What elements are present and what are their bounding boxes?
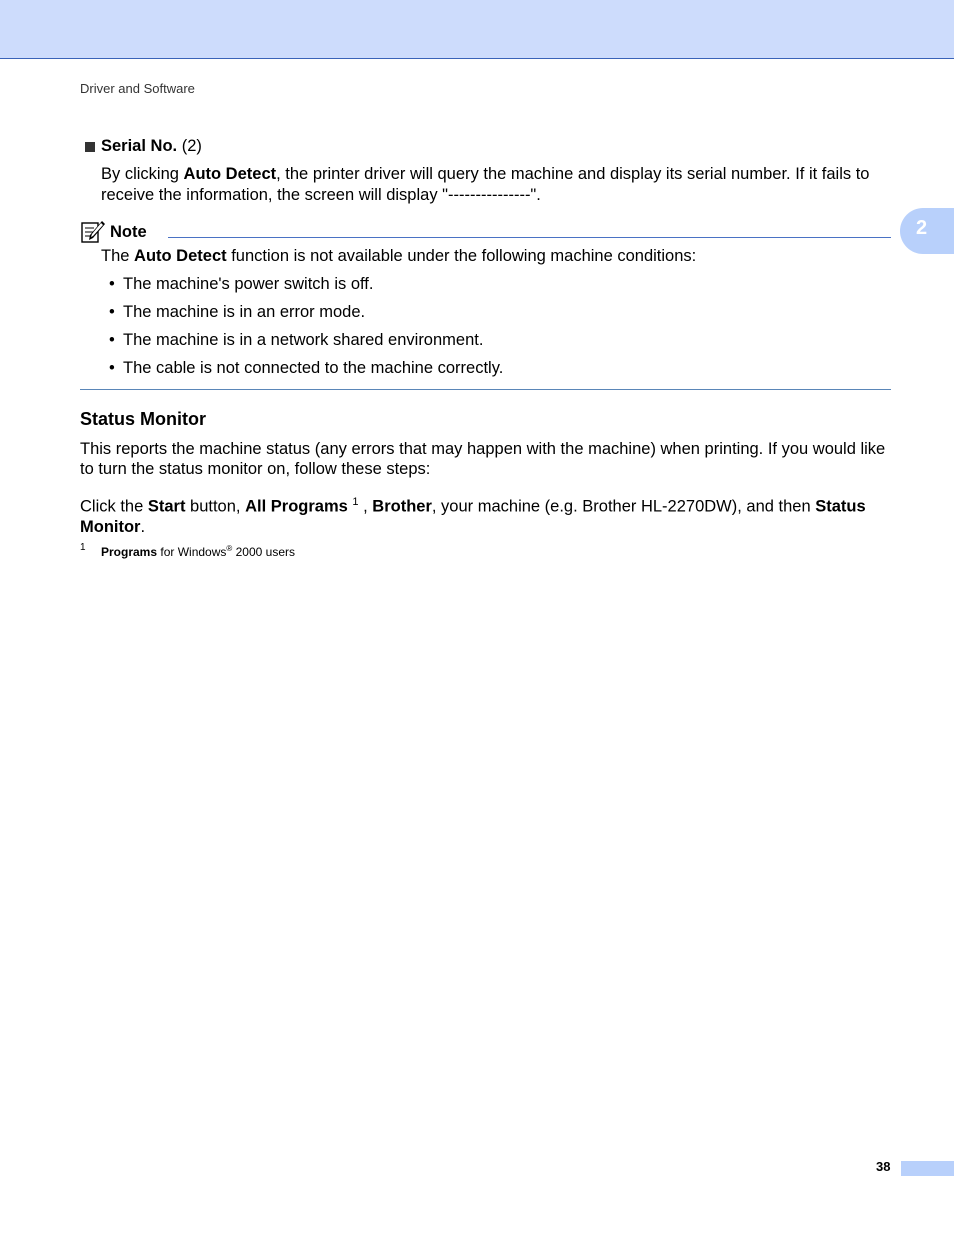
serial-ref: (2) — [181, 137, 202, 155]
note-intro: The Auto Detect function is not available under the following machine conditions: — [101, 247, 697, 265]
running-header: Driver and Software — [80, 81, 195, 96]
page-number-bar — [901, 1161, 954, 1176]
chapter-number: 2 — [916, 217, 928, 239]
status-monitor-description: This reports the machine status (any errors that may happen with the machine) when printing. If you would like to turn the status monitor on, follow these steps: — [80, 440, 886, 478]
note-auto-detect-term: Auto Detect — [134, 247, 227, 265]
header-band — [0, 0, 954, 59]
chapter-tab[interactable] — [900, 208, 954, 254]
page-number: 38 — [876, 1159, 891, 1174]
note-pencil-icon — [80, 219, 107, 244]
note-divider-bottom — [80, 389, 891, 390]
note-title: Note — [110, 223, 147, 241]
note-list-item: • The machine's power switch is off. — [109, 275, 374, 293]
note-list-item: • The machine is in an error mode. — [109, 303, 366, 321]
section-heading: Status Monitor — [80, 409, 206, 429]
note-divider-top — [168, 237, 891, 238]
note-list-item: • The machine is in a network shared environment. — [109, 331, 484, 349]
serial-heading — [101, 137, 202, 156]
status-monitor-steps: Click the Start button, All Programs $^1$ , Brother, your machine (e.g. Brother HL-2270DW), and then Status Monitor. — [80, 496, 866, 536]
serial-label: Serial No. — [101, 137, 178, 155]
square-bullet-icon — [85, 142, 95, 152]
footnote-text: Programs for Windows® 2000 users — [101, 544, 296, 559]
auto-detect-term: Auto Detect — [183, 165, 277, 183]
note-list-item: • The cable is not connected to the machine correctly. — [109, 359, 504, 377]
footnote-number: 1 — [80, 542, 86, 553]
serial-description: By clicking Auto Detect, the printer driver will query the machine and display its serial number. If it fails to receive the information, the screen will display "---------------". — [101, 165, 870, 204]
footnote-ref[interactable]: 1 — [352, 496, 359, 508]
